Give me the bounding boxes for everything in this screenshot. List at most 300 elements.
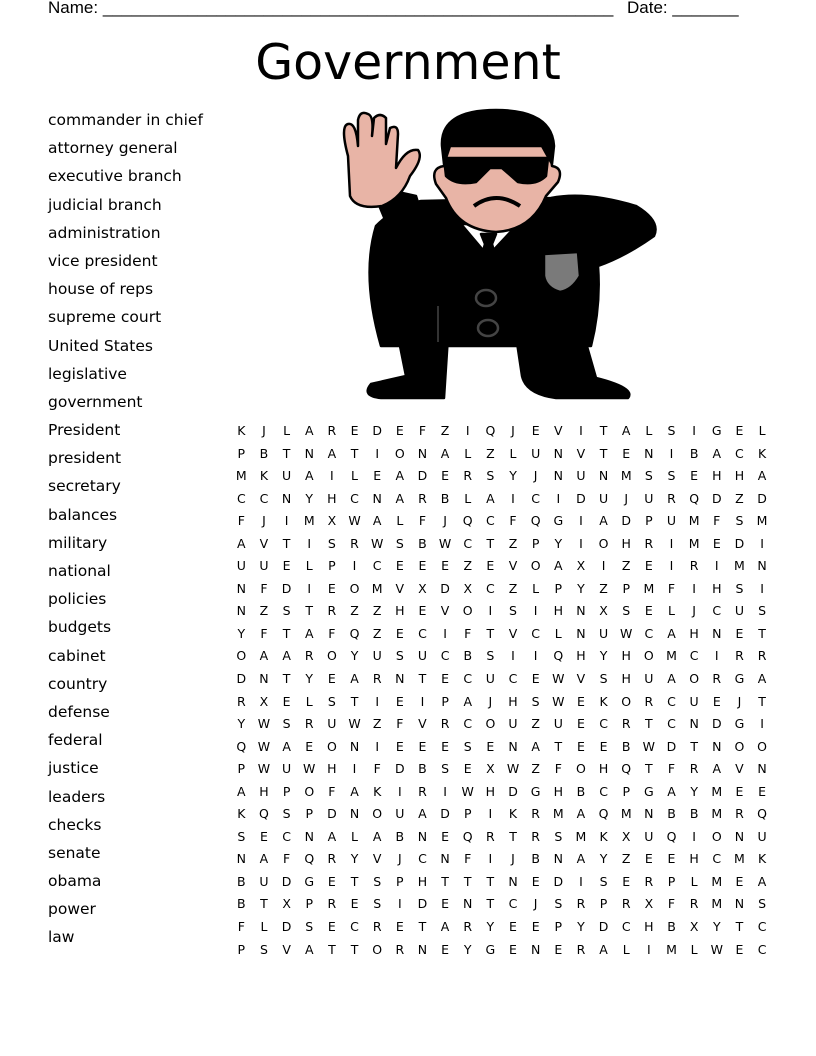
grid-letter[interactable]: E — [554, 941, 563, 957]
grid-letter[interactable]: N — [757, 558, 767, 574]
grid-letter[interactable]: T — [463, 873, 472, 889]
grid-letter[interactable]: O — [349, 580, 360, 596]
grid-letter[interactable]: K — [599, 693, 608, 709]
grid-letter[interactable]: E — [260, 828, 268, 844]
grid-letter[interactable]: W — [438, 535, 452, 551]
grid-letter[interactable]: L — [260, 919, 268, 935]
grid-letter[interactable]: N — [757, 761, 767, 777]
grid-letter[interactable]: Q — [259, 806, 269, 822]
grid-letter[interactable]: Z — [621, 851, 631, 867]
grid-letter[interactable]: N — [712, 625, 722, 641]
grid-letter[interactable]: B — [576, 783, 586, 799]
grid-letter[interactable]: D — [417, 896, 428, 912]
grid-letter[interactable]: E — [395, 423, 404, 438]
grid-letter[interactable]: U — [734, 603, 744, 619]
grid-letter[interactable]: K — [757, 851, 767, 867]
grid-letter[interactable]: M — [666, 648, 677, 664]
grid-letter[interactable]: O — [462, 603, 473, 619]
grid-letter[interactable]: J — [511, 423, 515, 438]
grid-letter[interactable]: E — [486, 558, 495, 574]
grid-letter[interactable]: M — [711, 896, 723, 912]
grid-letter[interactable]: C — [372, 558, 382, 574]
grid-letter[interactable]: V — [576, 445, 586, 461]
grid-letter[interactable]: U — [259, 873, 269, 889]
grid-letter[interactable]: Z — [463, 558, 473, 574]
grid-letter[interactable]: N — [259, 671, 269, 687]
grid-letter[interactable]: E — [735, 423, 744, 438]
grid-letter[interactable]: I — [307, 535, 312, 551]
grid-letter[interactable]: H — [689, 625, 699, 641]
grid-letter[interactable]: Y — [690, 783, 698, 799]
grid-letter[interactable]: A — [757, 671, 767, 687]
grid-letter[interactable]: M — [711, 783, 723, 799]
grid-letter[interactable]: Q — [462, 513, 473, 529]
grid-letter[interactable]: N — [236, 851, 246, 867]
grid-letter[interactable]: E — [441, 671, 450, 687]
grid-letter[interactable]: N — [689, 716, 699, 732]
grid-letter[interactable]: K — [373, 783, 382, 799]
grid-letter[interactable]: E — [531, 873, 540, 889]
grid-letter[interactable]: K — [237, 423, 246, 438]
grid-letter[interactable]: Y — [305, 671, 314, 687]
grid-letter[interactable]: C — [599, 716, 608, 732]
grid-letter[interactable]: I — [307, 580, 312, 596]
grid-letter[interactable]: B — [237, 896, 246, 912]
grid-letter[interactable]: V — [395, 580, 405, 596]
grid-letter[interactable]: A — [350, 671, 359, 687]
grid-letter[interactable]: T — [486, 896, 495, 912]
grid-letter[interactable]: Z — [372, 603, 382, 619]
grid-letter[interactable]: T — [441, 873, 449, 889]
grid-letter[interactable]: E — [305, 738, 314, 754]
grid-letter[interactable]: U — [644, 671, 654, 687]
grid-letter[interactable]: J — [443, 513, 447, 529]
grid-letter[interactable]: P — [599, 896, 608, 912]
grid-letter[interactable]: D — [394, 761, 405, 777]
grid-letter[interactable]: N — [236, 603, 246, 619]
grid-letter[interactable]: Q — [462, 828, 473, 844]
grid-letter[interactable]: S — [622, 603, 631, 619]
grid-letter[interactable]: L — [464, 490, 472, 506]
grid-letter[interactable]: S — [395, 648, 404, 664]
grid-letter[interactable]: F — [373, 761, 381, 777]
grid-letter[interactable]: A — [486, 490, 495, 506]
grid-letter[interactable]: O — [734, 738, 745, 754]
grid-letter[interactable]: S — [282, 716, 291, 732]
grid-letter[interactable]: I — [511, 490, 515, 506]
grid-letter[interactable]: Q — [689, 490, 700, 506]
grid-letter[interactable]: G — [644, 783, 654, 799]
grid-letter[interactable]: U — [485, 671, 495, 687]
grid-letter[interactable]: I — [579, 513, 583, 529]
grid-letter[interactable]: V — [372, 851, 382, 867]
grid-letter[interactable]: N — [576, 603, 586, 619]
grid-letter[interactable]: O — [304, 783, 315, 799]
grid-letter[interactable]: C — [757, 941, 767, 957]
grid-letter[interactable]: N — [734, 828, 745, 844]
grid-letter[interactable]: A — [350, 783, 359, 799]
grid-letter[interactable]: E — [531, 671, 540, 687]
grid-letter[interactable]: N — [508, 738, 518, 754]
grid-letter[interactable]: N — [463, 896, 473, 912]
grid-letter[interactable]: K — [508, 806, 518, 822]
grid-letter[interactable]: A — [440, 919, 450, 935]
grid-letter[interactable]: D — [711, 490, 722, 506]
grid-letter[interactable]: E — [712, 535, 721, 551]
grid-letter[interactable]: R — [350, 535, 359, 551]
grid-letter[interactable]: S — [599, 671, 608, 687]
grid-letter[interactable]: S — [486, 648, 495, 664]
grid-letter[interactable]: I — [579, 423, 583, 438]
grid-letter[interactable]: A — [440, 445, 450, 461]
grid-letter[interactable]: S — [486, 468, 495, 484]
grid-letter[interactable]: E — [644, 851, 653, 867]
grid-letter[interactable]: T — [328, 941, 336, 957]
grid-letter[interactable]: R — [621, 716, 631, 732]
grid-letter[interactable]: P — [463, 806, 472, 822]
grid-letter[interactable]: A — [304, 941, 314, 957]
grid-letter[interactable]: N — [508, 873, 518, 889]
grid-letter[interactable]: T — [486, 625, 495, 641]
grid-letter[interactable]: T — [418, 919, 427, 935]
grid-letter[interactable]: N — [417, 445, 428, 461]
grid-letter[interactable]: M — [303, 513, 315, 529]
grid-letter[interactable]: S — [463, 738, 472, 754]
grid-letter[interactable]: F — [418, 423, 427, 438]
grid-letter[interactable]: E — [667, 851, 676, 867]
grid-letter[interactable]: T — [645, 761, 653, 777]
grid-letter[interactable]: J — [533, 468, 538, 484]
grid-letter[interactable]: U — [417, 648, 428, 664]
grid-letter[interactable]: M — [734, 558, 745, 574]
grid-letter[interactable]: T — [282, 625, 291, 641]
grid-letter[interactable]: C — [599, 783, 608, 799]
grid-letter[interactable]: Z — [372, 716, 382, 732]
grid-letter[interactable]: N — [644, 806, 654, 822]
grid-letter[interactable]: T — [282, 671, 291, 687]
grid-letter[interactable]: C — [757, 919, 767, 935]
grid-letter[interactable]: F — [464, 625, 472, 641]
grid-letter[interactable]: J — [624, 490, 629, 506]
grid-letter[interactable]: I — [533, 603, 538, 619]
grid-letter[interactable]: I — [579, 873, 583, 889]
grid-letter[interactable]: N — [395, 671, 405, 687]
grid-letter[interactable]: F — [464, 851, 472, 867]
grid-letter[interactable]: M — [734, 851, 745, 867]
grid-letter[interactable]: H — [621, 535, 631, 551]
grid-letter[interactable]: R — [418, 783, 427, 799]
grid-letter[interactable]: A — [667, 783, 676, 799]
grid-letter[interactable]: F — [260, 625, 268, 641]
grid-letter[interactable]: D — [417, 468, 428, 484]
grid-letter[interactable]: X — [486, 761, 495, 777]
grid-letter[interactable]: J — [737, 693, 742, 709]
grid-letter[interactable]: O — [643, 648, 654, 664]
grid-letter[interactable]: T — [282, 535, 291, 551]
grid-letter[interactable]: I — [647, 941, 651, 957]
grid-letter[interactable]: U — [689, 693, 699, 709]
grid-letter[interactable]: Q — [757, 806, 767, 822]
grid-letter[interactable]: P — [282, 783, 291, 799]
grid-letter[interactable]: C — [712, 851, 722, 867]
grid-letter[interactable]: E — [418, 738, 427, 754]
grid-letter[interactable]: K — [259, 468, 269, 484]
grid-letter[interactable]: I — [692, 828, 696, 844]
grid-letter[interactable]: I — [601, 558, 606, 574]
grid-letter[interactable]: E — [441, 896, 450, 912]
grid-letter[interactable]: M — [620, 468, 632, 484]
grid-letter[interactable]: R — [304, 716, 314, 732]
grid-letter[interactable]: E — [441, 558, 450, 574]
grid-letter[interactable]: T — [758, 625, 766, 641]
grid-letter[interactable]: T — [350, 693, 359, 709]
grid-letter[interactable]: P — [237, 445, 246, 461]
grid-letter[interactable]: R — [689, 558, 699, 574]
grid-letter[interactable]: O — [372, 941, 383, 957]
grid-letter[interactable]: I — [669, 535, 674, 551]
grid-letter[interactable]: I — [714, 648, 719, 664]
grid-letter[interactable]: S — [531, 693, 540, 709]
grid-letter[interactable]: Z — [350, 603, 359, 619]
grid-letter[interactable]: G — [734, 671, 745, 687]
grid-letter[interactable]: I — [579, 535, 583, 551]
grid-letter[interactable]: R — [463, 468, 473, 484]
grid-letter[interactable]: A — [327, 828, 337, 844]
grid-letter[interactable]: N — [712, 738, 722, 754]
grid-letter[interactable]: W — [642, 738, 656, 754]
grid-letter[interactable]: W — [257, 738, 271, 754]
grid-letter[interactable]: A — [599, 513, 608, 529]
grid-letter[interactable]: Q — [666, 828, 677, 844]
grid-letter[interactable]: H — [553, 603, 563, 619]
grid-letter[interactable]: N — [236, 580, 246, 596]
grid-letter[interactable]: E — [644, 558, 653, 574]
grid-letter[interactable]: T — [554, 738, 563, 754]
grid-letter[interactable]: V — [418, 716, 427, 732]
grid-letter[interactable]: P — [305, 806, 314, 822]
grid-letter[interactable]: E — [622, 445, 631, 461]
grid-letter[interactable]: P — [237, 941, 246, 957]
grid-letter[interactable]: X — [282, 896, 291, 912]
grid-letter[interactable]: W — [257, 761, 271, 777]
grid-letter[interactable]: Q — [304, 851, 315, 867]
grid-letter[interactable]: C — [350, 919, 359, 935]
grid-letter[interactable]: E — [395, 693, 404, 709]
grid-letter[interactable]: I — [511, 648, 515, 664]
grid-letter[interactable]: S — [644, 468, 653, 484]
grid-letter[interactable]: M — [552, 806, 564, 822]
grid-letter[interactable]: I — [760, 716, 764, 732]
grid-letter[interactable]: U — [395, 806, 405, 822]
grid-letter[interactable]: T — [418, 671, 427, 687]
grid-letter[interactable]: Y — [599, 648, 608, 664]
grid-letter[interactable]: P — [554, 580, 563, 596]
grid-letter[interactable]: U — [531, 445, 541, 461]
grid-letter[interactable]: H — [712, 580, 722, 596]
grid-letter[interactable]: S — [735, 580, 744, 596]
grid-letter[interactable]: I — [397, 896, 402, 912]
grid-letter[interactable]: E — [509, 941, 517, 957]
grid-letter[interactable]: B — [531, 851, 540, 867]
grid-letter[interactable]: A — [463, 693, 472, 709]
grid-letter[interactable]: V — [554, 423, 563, 438]
grid-letter[interactable]: I — [692, 580, 696, 596]
grid-letter[interactable]: G — [304, 873, 315, 889]
grid-letter[interactable]: S — [667, 423, 676, 438]
grid-letter[interactable]: S — [282, 806, 291, 822]
grid-letter[interactable]: I — [375, 693, 379, 709]
grid-letter[interactable]: N — [417, 828, 428, 844]
grid-letter[interactable]: Q — [530, 513, 541, 529]
grid-letter[interactable]: Y — [350, 851, 359, 867]
grid-letter[interactable]: I — [692, 423, 696, 438]
grid-letter[interactable]: A — [712, 761, 722, 777]
grid-letter[interactable]: M — [688, 535, 700, 551]
grid-letter[interactable]: J — [533, 896, 538, 912]
grid-letter[interactable]: W — [620, 625, 633, 641]
grid-letter[interactable]: O — [326, 648, 337, 664]
grid-letter[interactable]: R — [395, 941, 405, 957]
grid-letter[interactable]: R — [463, 919, 473, 935]
grid-letter[interactable]: I — [443, 625, 447, 641]
grid-letter[interactable]: S — [373, 873, 382, 889]
grid-letter[interactable]: A — [259, 851, 269, 867]
grid-letter[interactable]: A — [576, 806, 586, 822]
grid-letter[interactable]: A — [395, 490, 405, 506]
grid-letter[interactable]: I — [375, 445, 379, 461]
grid-letter[interactable]: V — [576, 671, 586, 687]
grid-letter[interactable]: U — [236, 558, 246, 574]
grid-letter[interactable]: T — [260, 896, 268, 912]
grid-letter[interactable]: E — [327, 873, 336, 889]
grid-letter[interactable]: E — [395, 558, 404, 574]
grid-letter[interactable]: M — [688, 513, 700, 529]
grid-letter[interactable]: X — [259, 693, 269, 709]
grid-letter[interactable]: N — [598, 468, 609, 484]
grid-letter[interactable]: B — [689, 445, 699, 461]
grid-letter[interactable]: Z — [599, 580, 608, 596]
grid-letter[interactable]: Q — [349, 625, 360, 641]
grid-letter[interactable]: D — [236, 671, 247, 687]
grid-letter[interactable]: M — [643, 580, 655, 596]
grid-letter[interactable]: Y — [712, 919, 721, 935]
grid-letter[interactable]: H — [327, 490, 337, 506]
grid-letter[interactable]: L — [668, 603, 675, 619]
grid-letter[interactable]: W — [370, 535, 384, 551]
grid-letter[interactable]: U — [666, 513, 677, 529]
grid-letter[interactable]: P — [396, 873, 404, 889]
grid-letter[interactable]: H — [485, 783, 496, 799]
grid-letter[interactable]: I — [669, 558, 674, 574]
grid-letter[interactable]: W — [348, 716, 361, 732]
grid-letter[interactable]: E — [327, 580, 336, 596]
grid-letter[interactable]: E — [441, 941, 450, 957]
grid-letter[interactable]: Z — [508, 535, 518, 551]
grid-letter[interactable]: L — [532, 580, 540, 596]
grid-letter[interactable]: M — [620, 806, 632, 822]
grid-letter[interactable]: N — [553, 445, 563, 461]
grid-letter[interactable]: P — [622, 580, 630, 596]
grid-letter[interactable]: A — [621, 423, 631, 438]
grid-letter[interactable]: T — [486, 535, 495, 551]
grid-letter[interactable]: B — [418, 535, 427, 551]
grid-letter[interactable]: F — [328, 625, 336, 641]
grid-letter[interactable]: T — [350, 873, 359, 889]
grid-letter[interactable]: X — [463, 580, 473, 596]
grid-letter[interactable]: Z — [531, 716, 540, 732]
grid-letter[interactable]: L — [351, 828, 358, 844]
grid-letter[interactable]: H — [417, 873, 428, 889]
grid-letter[interactable]: G — [530, 783, 541, 799]
grid-letter[interactable]: P — [237, 761, 246, 777]
grid-letter[interactable]: Q — [621, 761, 632, 777]
grid-letter[interactable]: O — [757, 738, 767, 754]
grid-letter[interactable]: U — [372, 648, 382, 664]
grid-letter[interactable]: V — [508, 625, 518, 641]
grid-letter[interactable]: D — [327, 806, 337, 822]
grid-letter[interactable]: V — [259, 535, 269, 551]
grid-letter[interactable]: E — [690, 468, 699, 484]
grid-letter[interactable]: D — [734, 535, 745, 551]
grid-letter[interactable]: Z — [508, 580, 518, 596]
grid-letter[interactable]: N — [576, 625, 586, 641]
grid-letter[interactable]: K — [599, 828, 608, 844]
grid-letter[interactable]: P — [305, 896, 314, 912]
grid-letter[interactable]: M — [711, 806, 723, 822]
grid-letter[interactable]: D — [598, 919, 609, 935]
grid-letter[interactable]: E — [395, 919, 404, 935]
grid-letter[interactable]: E — [418, 558, 427, 574]
grid-letter[interactable]: H — [644, 919, 654, 935]
grid-letter[interactable]: A — [667, 625, 676, 641]
grid-letter[interactable]: M — [575, 828, 587, 844]
grid-letter[interactable]: W — [348, 513, 361, 529]
grid-letter[interactable]: F — [260, 580, 268, 596]
grid-letter[interactable]: A — [237, 535, 246, 551]
grid-letter[interactable]: U — [282, 468, 292, 484]
grid-letter[interactable]: H — [576, 648, 586, 664]
grid-letter[interactable]: F — [667, 896, 676, 912]
grid-letter[interactable]: E — [327, 671, 336, 687]
grid-letter[interactable]: N — [530, 941, 541, 957]
grid-letter[interactable]: A — [418, 806, 427, 822]
grid-letter[interactable]: C — [667, 716, 676, 732]
grid-letter[interactable]: L — [554, 625, 562, 641]
grid-letter[interactable]: R — [644, 535, 654, 551]
grid-letter[interactable]: Q — [553, 648, 564, 664]
grid-letter[interactable]: D — [757, 490, 767, 506]
grid-letter[interactable]: C — [508, 671, 518, 687]
grid-letter[interactable]: R — [304, 648, 314, 664]
grid-letter[interactable]: Z — [372, 625, 382, 641]
grid-letter[interactable]: F — [713, 513, 721, 529]
grid-letter[interactable]: R — [327, 603, 337, 619]
grid-letter[interactable]: I — [556, 490, 561, 506]
grid-letter[interactable]: J — [511, 851, 515, 867]
grid-letter[interactable]: N — [281, 490, 292, 506]
grid-letter[interactable]: F — [283, 851, 291, 867]
grid-letter[interactable]: R — [236, 693, 246, 709]
grid-letter[interactable]: E — [735, 873, 744, 889]
grid-letter[interactable]: E — [418, 603, 427, 619]
grid-letter[interactable]: C — [508, 896, 518, 912]
grid-letter[interactable]: Z — [735, 490, 744, 506]
grid-letter[interactable]: N — [644, 445, 654, 461]
grid-letter[interactable]: X — [599, 603, 608, 619]
grid-letter[interactable]: R — [531, 828, 540, 844]
grid-letter[interactable]: W — [461, 783, 474, 799]
grid-letter[interactable]: Y — [577, 919, 585, 935]
